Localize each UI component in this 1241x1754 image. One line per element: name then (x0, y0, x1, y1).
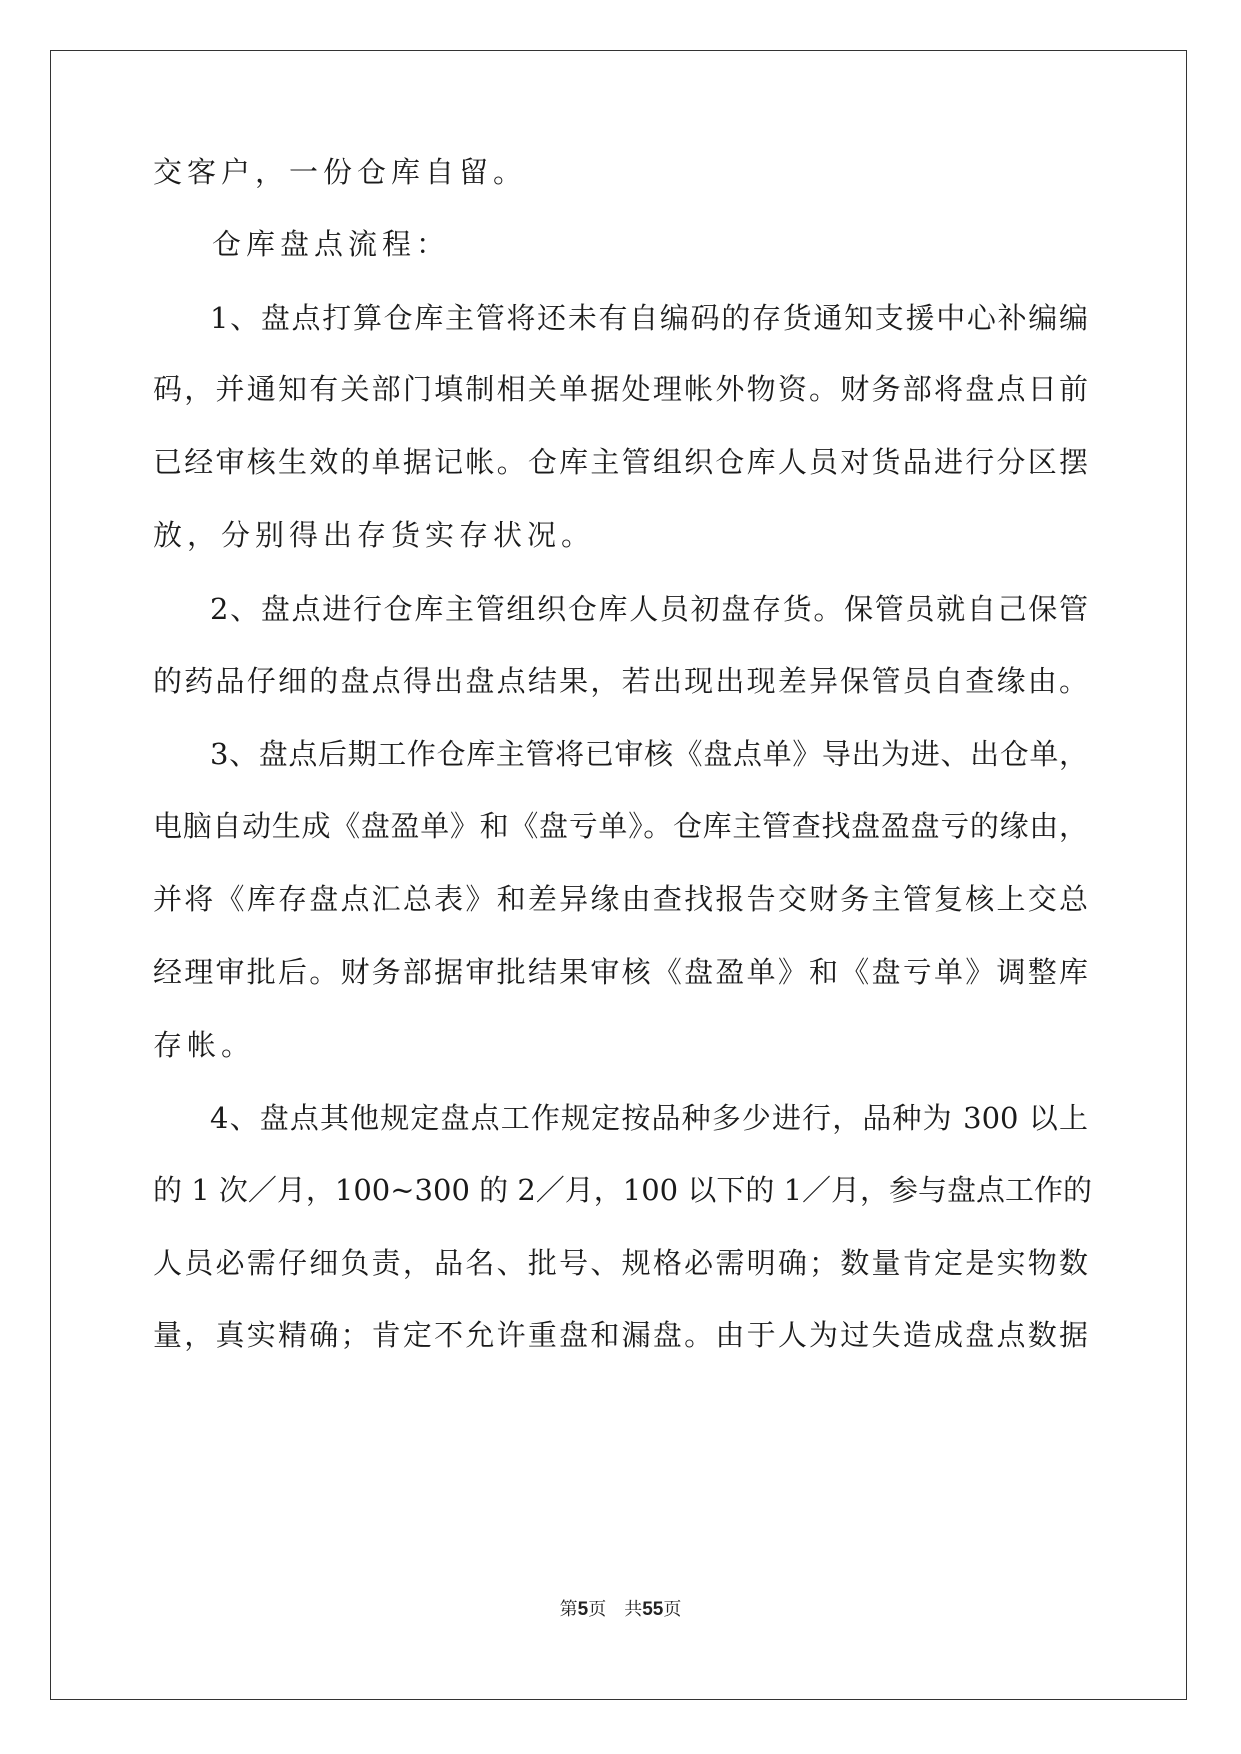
page-footer (0, 1597, 1241, 1622)
text-line-7: 2、盘点进行仓库主管组织仓库人员初盘存货。保管员就自己保管 (210, 592, 1088, 626)
text-line-15: 的 1 次／月，100~300 的 2／月，100 以下的 1／月，参与盘点工作的 (153, 1173, 1093, 1207)
text-line-1: 交客户，一份仓库自留。 (153, 155, 528, 189)
total-page-count: 55 (642, 1599, 664, 1620)
current-page-number: 5 (577, 1599, 589, 1620)
footer-mid: 页 共 (588, 1599, 643, 1619)
text-line-3: 1、盘点打算仓库主管将还未有自编码的存货通知支援中心补编编 (210, 301, 1088, 335)
text-line-4: 码，并通知有关部门填制相关单据处理帐外物资。财务部将盘点日前 (153, 372, 1088, 406)
text-line-14: 4、盘点其他规定盘点工作规定按品种多少进行，品种为 300 以上 (210, 1101, 1088, 1135)
text-line-12: 经理审批后。财务部据审批结果审核《盘盈单》和《盘亏单》调整库 (153, 955, 1088, 989)
text-line-8: 的药品仔细的盘点得出盘点结果，若出现出现差异保管员自查缘由。 (153, 664, 1088, 698)
text-line-6: 放，分别得出存货实存状况。 (153, 518, 596, 552)
text-line-13: 存帐。 (153, 1028, 256, 1062)
footer-prefix: 第 (559, 1599, 578, 1619)
text-line-11: 并将《库存盘点汇总表》和差异缘由查找报告交财务主管复核上交总 (153, 882, 1088, 916)
section-heading: 仓库盘点流程： (212, 227, 451, 261)
text-line-16: 人员必需仔细负责，品名、批号、规格必需明确；数量肯定是实物数 (153, 1246, 1088, 1280)
footer-suffix: 页 (663, 1599, 682, 1619)
text-line-5: 已经审核生效的单据记帐。仓库主管组织仓库人员对货品进行分区摆 (153, 445, 1088, 479)
text-line-10: 电脑自动生成《盘盈单》和《盘亏单》。仓库主管查找盘盈盘亏的缘由， (153, 809, 1088, 843)
text-line-17: 量，真实精确；肯定不允许重盘和漏盘。由于人为过失造成盘点数据 (153, 1318, 1088, 1352)
text-line-9: 3、盘点后期工作仓库主管将已审核《盘点单》导出为进、出仓单， (210, 737, 1088, 771)
